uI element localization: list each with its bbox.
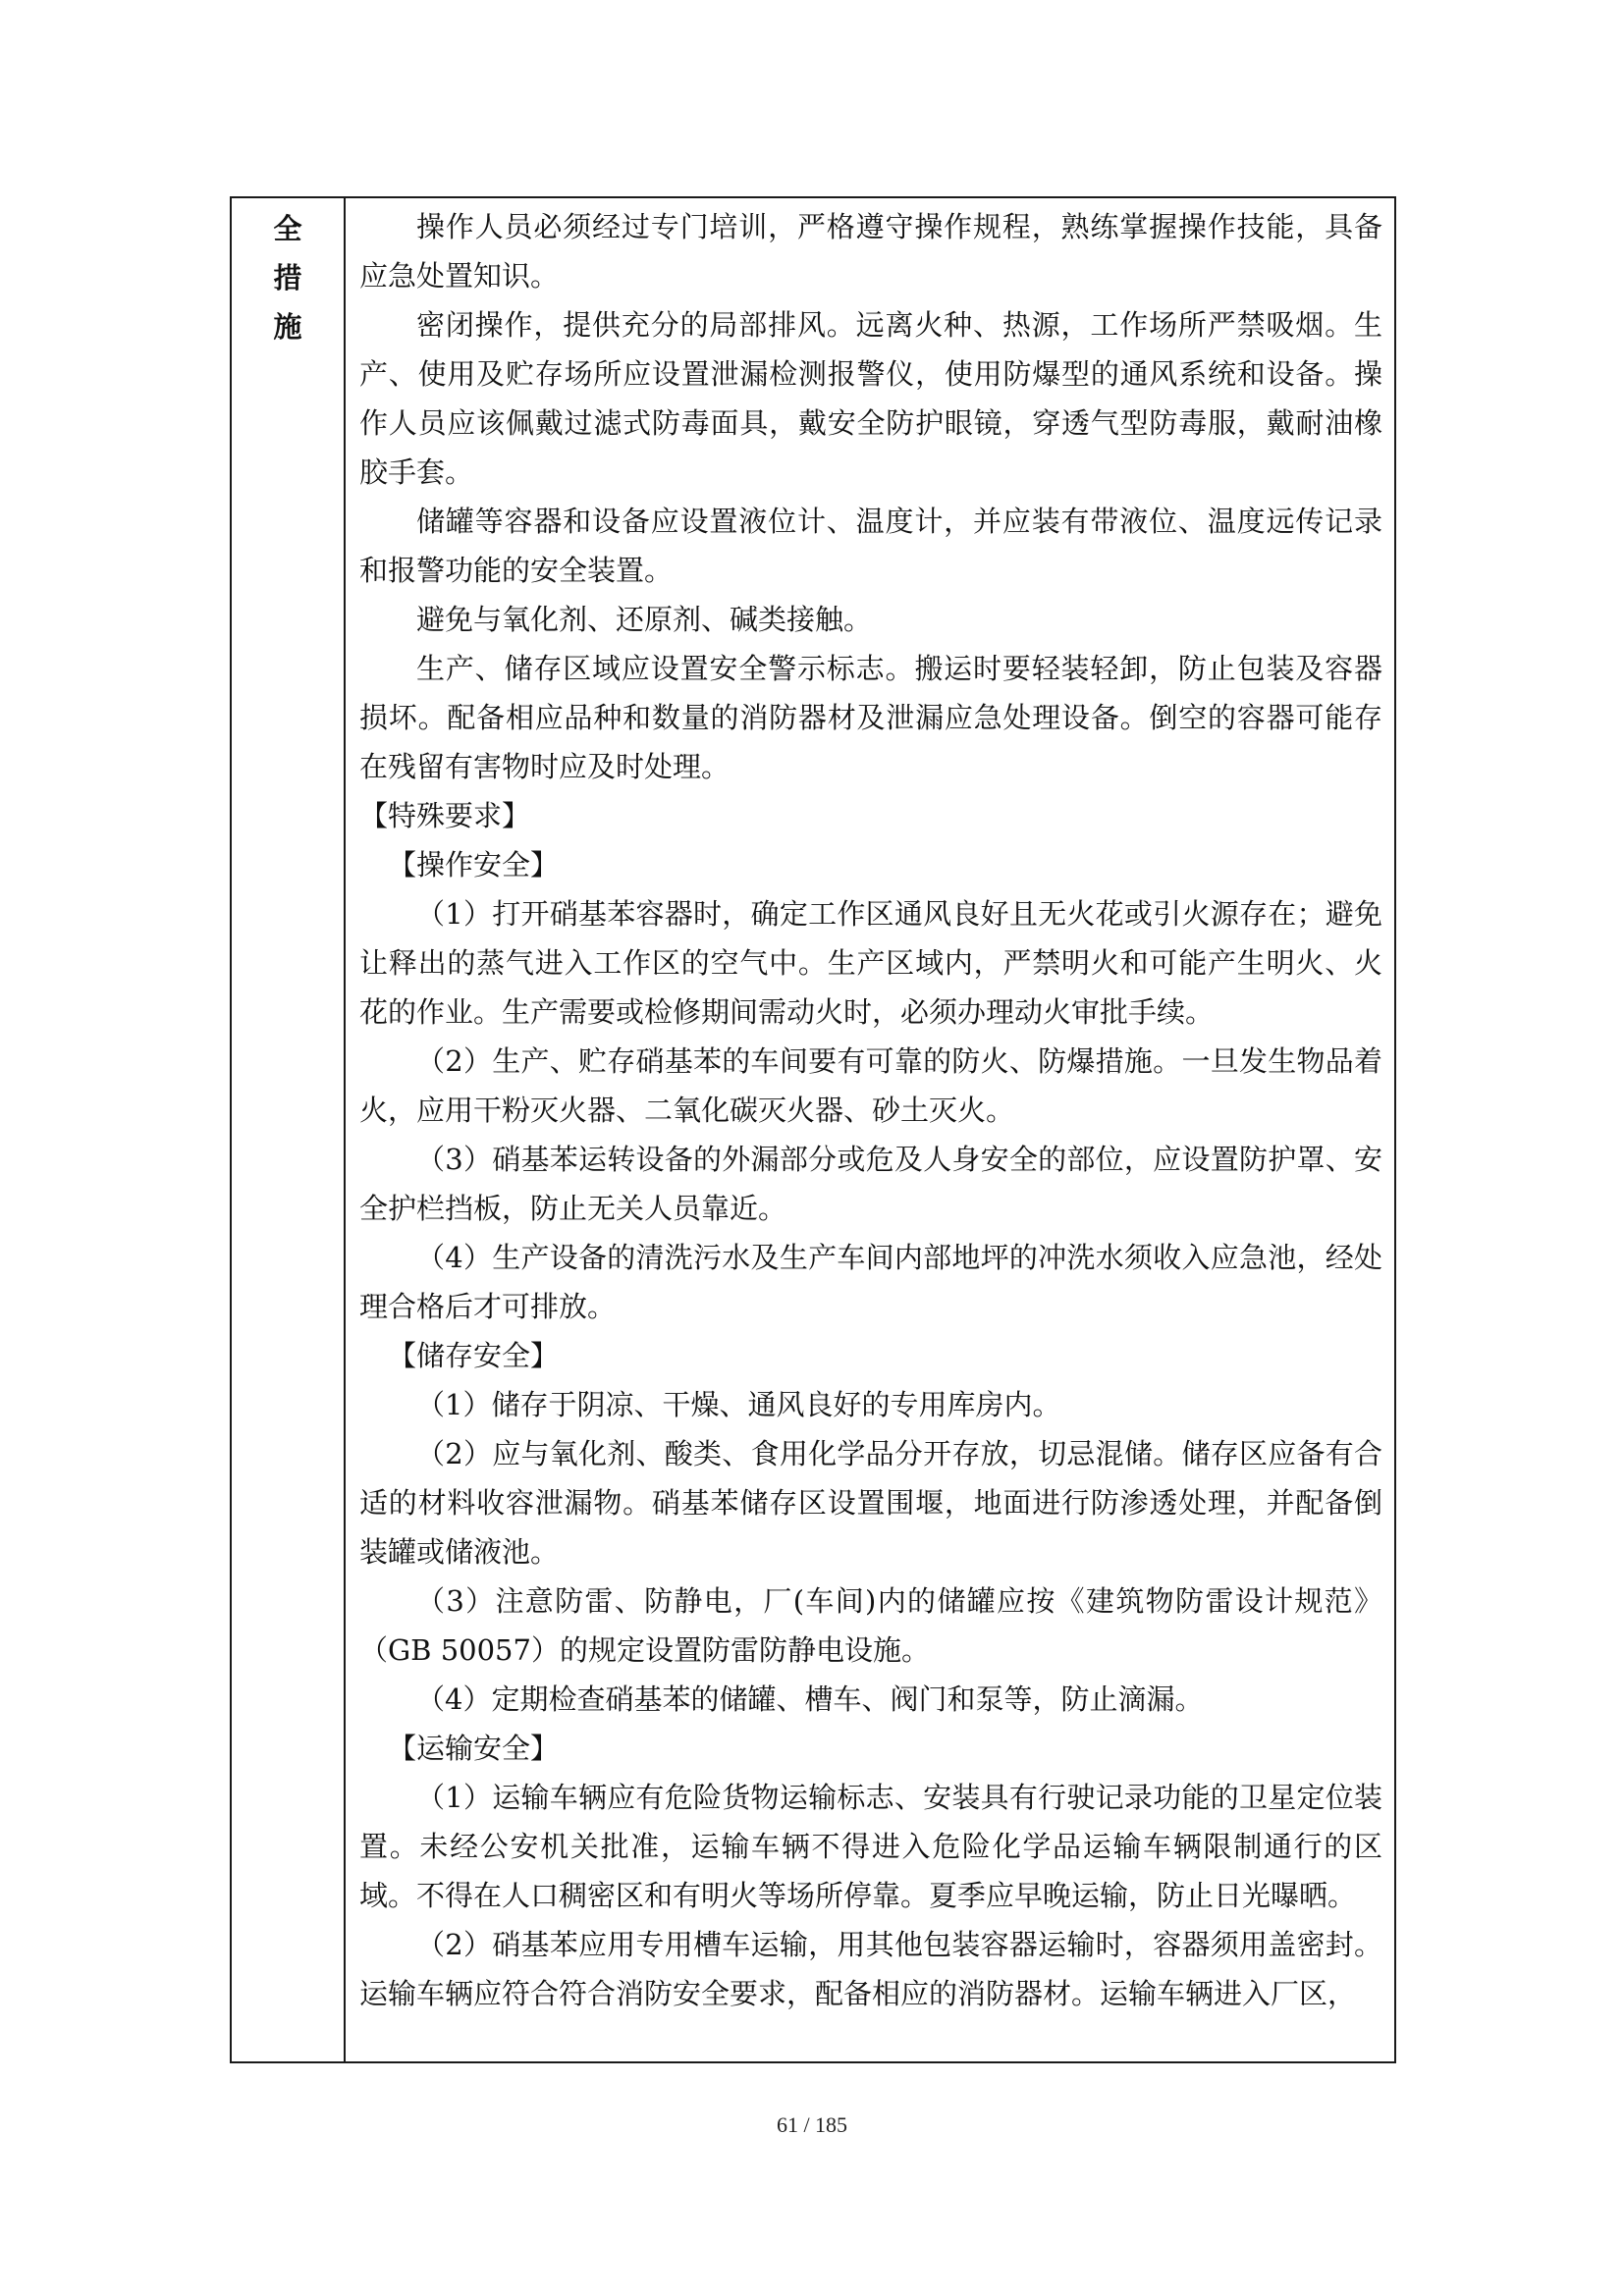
body-paragraph: （3）注意防雷、防静电，厂(车间)内的储罐应按《建筑物防雷设计规范》（GB 50057）的规定设置防雷防静电设施。 bbox=[359, 1584, 1382, 1667]
body-paragraph: （4）定期检查硝基苯的储罐、槽车、阀门和泵等，防止滴漏。 bbox=[416, 1682, 1204, 1716]
section-heading: 【特殊要求】 bbox=[359, 799, 531, 832]
section-heading: 【操作安全】 bbox=[388, 848, 560, 881]
body-paragraph: （1）打开硝基苯容器时，确定工作区通风良好且无火花或引火源存在；避免让释出的蒸气进入工作区的空气中。生产区域内，严禁明火和可能产生明火、火花的作业。生产需要或检修期间需动火时，必须办理动火审批手续。 bbox=[359, 897, 1382, 1029]
content-column bbox=[359, 202, 1382, 2018]
column-divider bbox=[344, 196, 346, 2063]
body-paragraph: 操作人员必须经过专门培训，严格遵守操作规程，熟练掌握操作技能，具备应急处置知识。 bbox=[359, 210, 1382, 293]
label-char: 施 bbox=[273, 310, 302, 344]
body-paragraph: 储罐等容器和设备应设置液位计、温度计，并应装有带液位、温度远传记录和报警功能的安全装置。 bbox=[359, 505, 1382, 587]
label-column bbox=[232, 204, 344, 351]
body-paragraph: （4）生产设备的清洗污水及生产车间内部地坪的冲洗水须收入应急池，经处理合格后才可排放。 bbox=[359, 1241, 1382, 1323]
page-number: 61 / 185 bbox=[776, 2112, 848, 2137]
body-paragraph: 生产、储存区域应设置安全警示标志。搬运时要轻装轻卸，防止包装及容器损坏。配备相应品种和数量的消防器材及泄漏应急处理设备。倒空的容器可能存在残留有害物时应及时处理。 bbox=[359, 652, 1382, 783]
body-paragraph: （2）硝基苯应用专用槽车运输，用其他包装容器运输时，容器须用盖密封。运输车辆应符合符合消防安全要求，配备相应的消防器材。运输车辆进入厂区， bbox=[359, 1928, 1382, 2010]
label-char: 全 bbox=[273, 212, 302, 245]
body-paragraph: 避免与氧化剂、还原剂、碱类接触。 bbox=[416, 603, 873, 636]
body-paragraph: 密闭操作，提供充分的局部排风。远离火种、热源，工作场所严禁吸烟。生产、使用及贮存场所应设置泄漏检测报警仪，使用防爆型的通风系统和设备。操作人员应该佩戴过滤式防毒面具，戴安全防护眼镜，穿透气型防毒服，戴耐油橡胶手套。 bbox=[359, 308, 1382, 489]
body-paragraph: （1）运输车辆应有危险货物运输标志、安装具有行驶记录功能的卫星定位装置。未经公安机关批准，运输车辆不得进入危险化学品运输车辆限制通行的区域。不得在人口稠密区和有明火等场所停靠。夏季应早晚运输，防止日光曝晒。 bbox=[359, 1781, 1382, 1912]
body-paragraph: （2）应与氧化剂、酸类、食用化学品分开存放，切忌混储。储存区应备有合适的材料收容泄漏物。硝基苯储存区设置围堰，地面进行防渗透处理，并配备倒装罐或储液池。 bbox=[359, 1437, 1382, 1569]
body-paragraph: （3）硝基苯运转设备的外漏部分或危及人身安全的部位，应设置防护罩、安全护栏挡板，防止无关人员靠近。 bbox=[359, 1143, 1382, 1225]
section-heading: 【运输安全】 bbox=[388, 1732, 560, 1765]
body-paragraph: （2）生产、贮存硝基苯的车间要有可靠的防火、防爆措施。一旦发生物品着火，应用干粉灭火器、二氧化碳灭火器、砂土灭火。 bbox=[359, 1044, 1382, 1127]
label-char: 措 bbox=[273, 261, 302, 294]
section-heading: 【储存安全】 bbox=[388, 1339, 560, 1372]
body-paragraph: （1）储存于阴凉、干燥、通风良好的专用库房内。 bbox=[416, 1388, 1061, 1421]
